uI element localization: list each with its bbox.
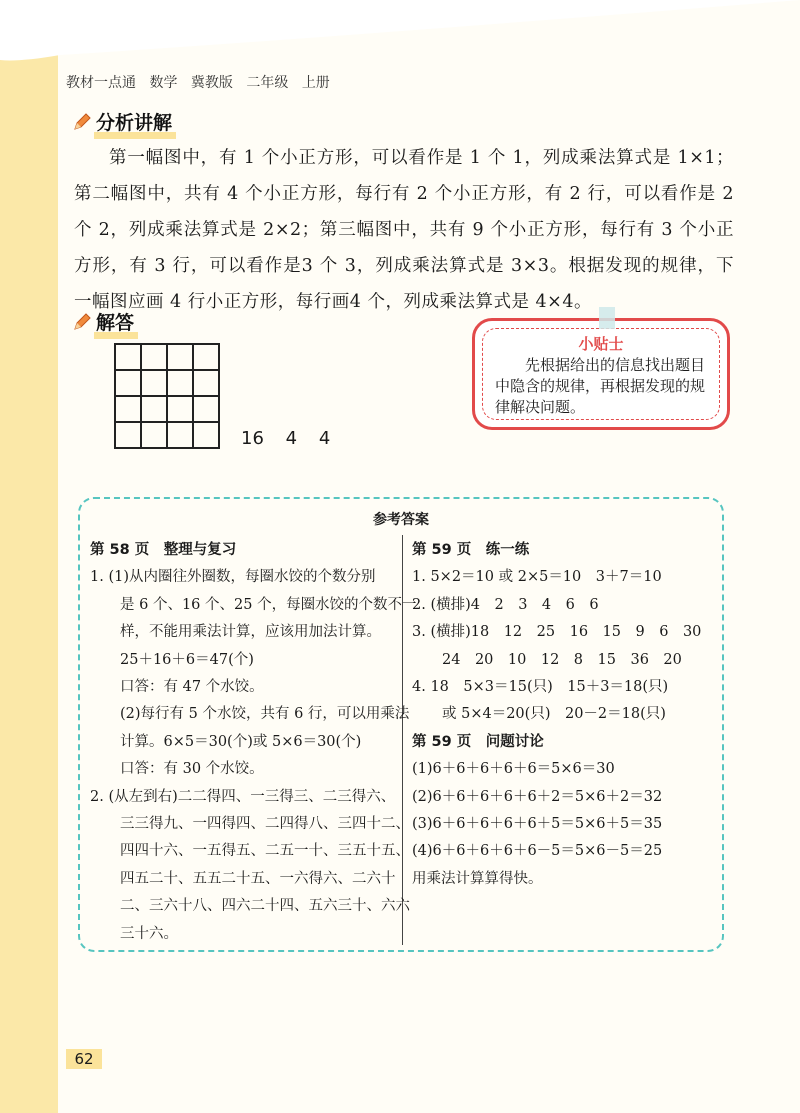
tip-title: 小贴士 — [578, 335, 624, 353]
answer-line: (3)6＋6＋6＋6＋6＋5＝5×6＋5＝35 — [412, 816, 663, 833]
square-grid-4x4 — [114, 343, 220, 449]
analysis-paragraph: 第一幅图中，有 1 个小正方形，可以看作是 1 个 1，列成乘法算式是 1×1；第二幅图中，共有 4 个小正方形，每行有 2 个小正方形，有 2 行，可以看作是 2 个 2，列成乘法算式是 2×2；第三幅图中，共有 9 个小正方形，每行有 3 个小正方形，有 3 行，可以看作是3 个 3，列成乘法算式是 3×3。根据发现的规律，下一幅图应画 4 行小正方形，每行画4 个，列成乘法算式是 4×4。 — [74, 148, 734, 312]
header-item: 上册 — [301, 75, 330, 91]
analysis-heading-text — [96, 108, 172, 135]
solution-heading-text — [96, 308, 134, 335]
answer-line: 用乘法计算算得快。 — [412, 870, 543, 887]
reference-right-column — [412, 537, 712, 893]
answer-line: 2. (横排)4 2 3 4 6 6 — [412, 596, 599, 613]
section-title: 第 59 页 问题讨论 — [412, 733, 544, 750]
answer-line: 三三得九、一四得四、二四得八、三四十二、 — [120, 816, 410, 833]
answer-line: 计算。6×5＝30(个)或 5×6＝30(个) — [120, 733, 362, 750]
grid-cell — [116, 345, 142, 371]
answer-line: (1)6＋6＋6＋6＋6＝5×6＝30 — [412, 761, 615, 778]
grid-cell — [194, 397, 220, 423]
reference-left-column — [90, 537, 417, 948]
section-title: 第 58 页 整理与复习 — [90, 542, 237, 558]
answer-line: (2)6＋6＋6＋6＋6＋2＝5×6＋2＝32 — [412, 788, 663, 805]
grid-cell — [142, 423, 168, 449]
answer-line: 2. (从左到右)二二得四、一三得三、二三得六、 — [90, 788, 396, 805]
answer-line: 25＋16＋6＝47(个) — [120, 651, 254, 668]
reference-answers-box — [78, 497, 724, 952]
grid-cell — [142, 397, 168, 423]
answer-line: 24 20 10 12 8 15 36 20 — [442, 651, 682, 668]
answer-line: 二、三六十八、四六二十四、五六三十、六六 — [120, 898, 410, 915]
answer-line: 四五二十、五五二十五、一六得六、二六十 — [120, 870, 396, 887]
answer-numbers — [241, 428, 346, 449]
grid-cell — [168, 423, 194, 449]
reference-title: 参考答案 — [373, 512, 429, 528]
answer-line: (4)6＋6＋6＋6＋6－5＝5×6－5＝25 — [412, 843, 663, 860]
header-item: 教材一点通 — [66, 75, 136, 91]
answer-line: 3. (横排)18 12 25 16 15 9 6 30 — [412, 624, 702, 641]
answer-line: 口答：有 30 个水饺。 — [120, 761, 264, 778]
book-header — [66, 72, 339, 92]
analysis-heading-label: 分析讲解 — [96, 112, 173, 134]
grid-cell — [142, 371, 168, 397]
header-item: 二年级 — [246, 75, 289, 91]
pencil-icon — [72, 312, 92, 332]
tip-box — [472, 318, 730, 430]
header-item: 冀教版 — [190, 75, 233, 91]
answer-line: 四四十六、一五得五、二五一十、三五十五、 — [120, 843, 410, 860]
answer-number: 16 — [241, 428, 264, 449]
answer-line: 1. 5×2＝10 或 2×5＝10 3＋7＝10 — [412, 569, 662, 586]
answer-text: 1. (1)从内圈往外圈数，每圈水饺的个数分别 — [90, 569, 376, 586]
answer-line: 口答：有 47 个水饺。 — [120, 679, 264, 696]
grid-cell — [116, 423, 142, 449]
answer-number: 4 — [285, 428, 298, 449]
grid-cell — [116, 397, 142, 423]
answer-line: 4. 18 5×3＝15(只) 15＋3＝18(只) — [412, 679, 669, 696]
grid-cell — [194, 345, 220, 371]
tip-text: 先根据给出的信息找出题目中隐含的规律，再根据发现的规律解决问题。 — [495, 356, 706, 416]
page-number: 62 — [66, 1049, 102, 1069]
answer-line: (2)每行有 5 个水饺，共有 6 行，可以用乘法 — [120, 706, 410, 723]
header-item: 数学 — [149, 75, 178, 91]
grid-cell — [194, 423, 220, 449]
answer-line: 或 5×4＝20(只) 20－2＝18(只) — [442, 706, 666, 723]
tape-decoration — [599, 307, 615, 329]
solution-heading-label: 解答 — [96, 312, 135, 334]
solution-heading — [72, 308, 134, 335]
grid-cell — [142, 345, 168, 371]
answer-line — [90, 564, 396, 591]
grid-cell — [168, 371, 194, 397]
section-title: 第 59 页 练一练 — [412, 542, 530, 558]
grid-cell — [116, 371, 142, 397]
grid-cell — [168, 345, 194, 371]
left-margin-band — [0, 0, 58, 1113]
answer-line: 样，不能用乘法计算，应该用加法计算。 — [120, 624, 381, 641]
answer-number: 4 — [318, 428, 331, 449]
grid-cell — [168, 397, 194, 423]
answer-line: 是 6 个、16 个、25 个，每圈水饺的个数不一 — [120, 596, 417, 613]
grid-cell — [194, 371, 220, 397]
pencil-icon — [72, 112, 92, 132]
analysis-heading — [72, 108, 172, 135]
answer-line: 三十六。 — [120, 925, 178, 942]
